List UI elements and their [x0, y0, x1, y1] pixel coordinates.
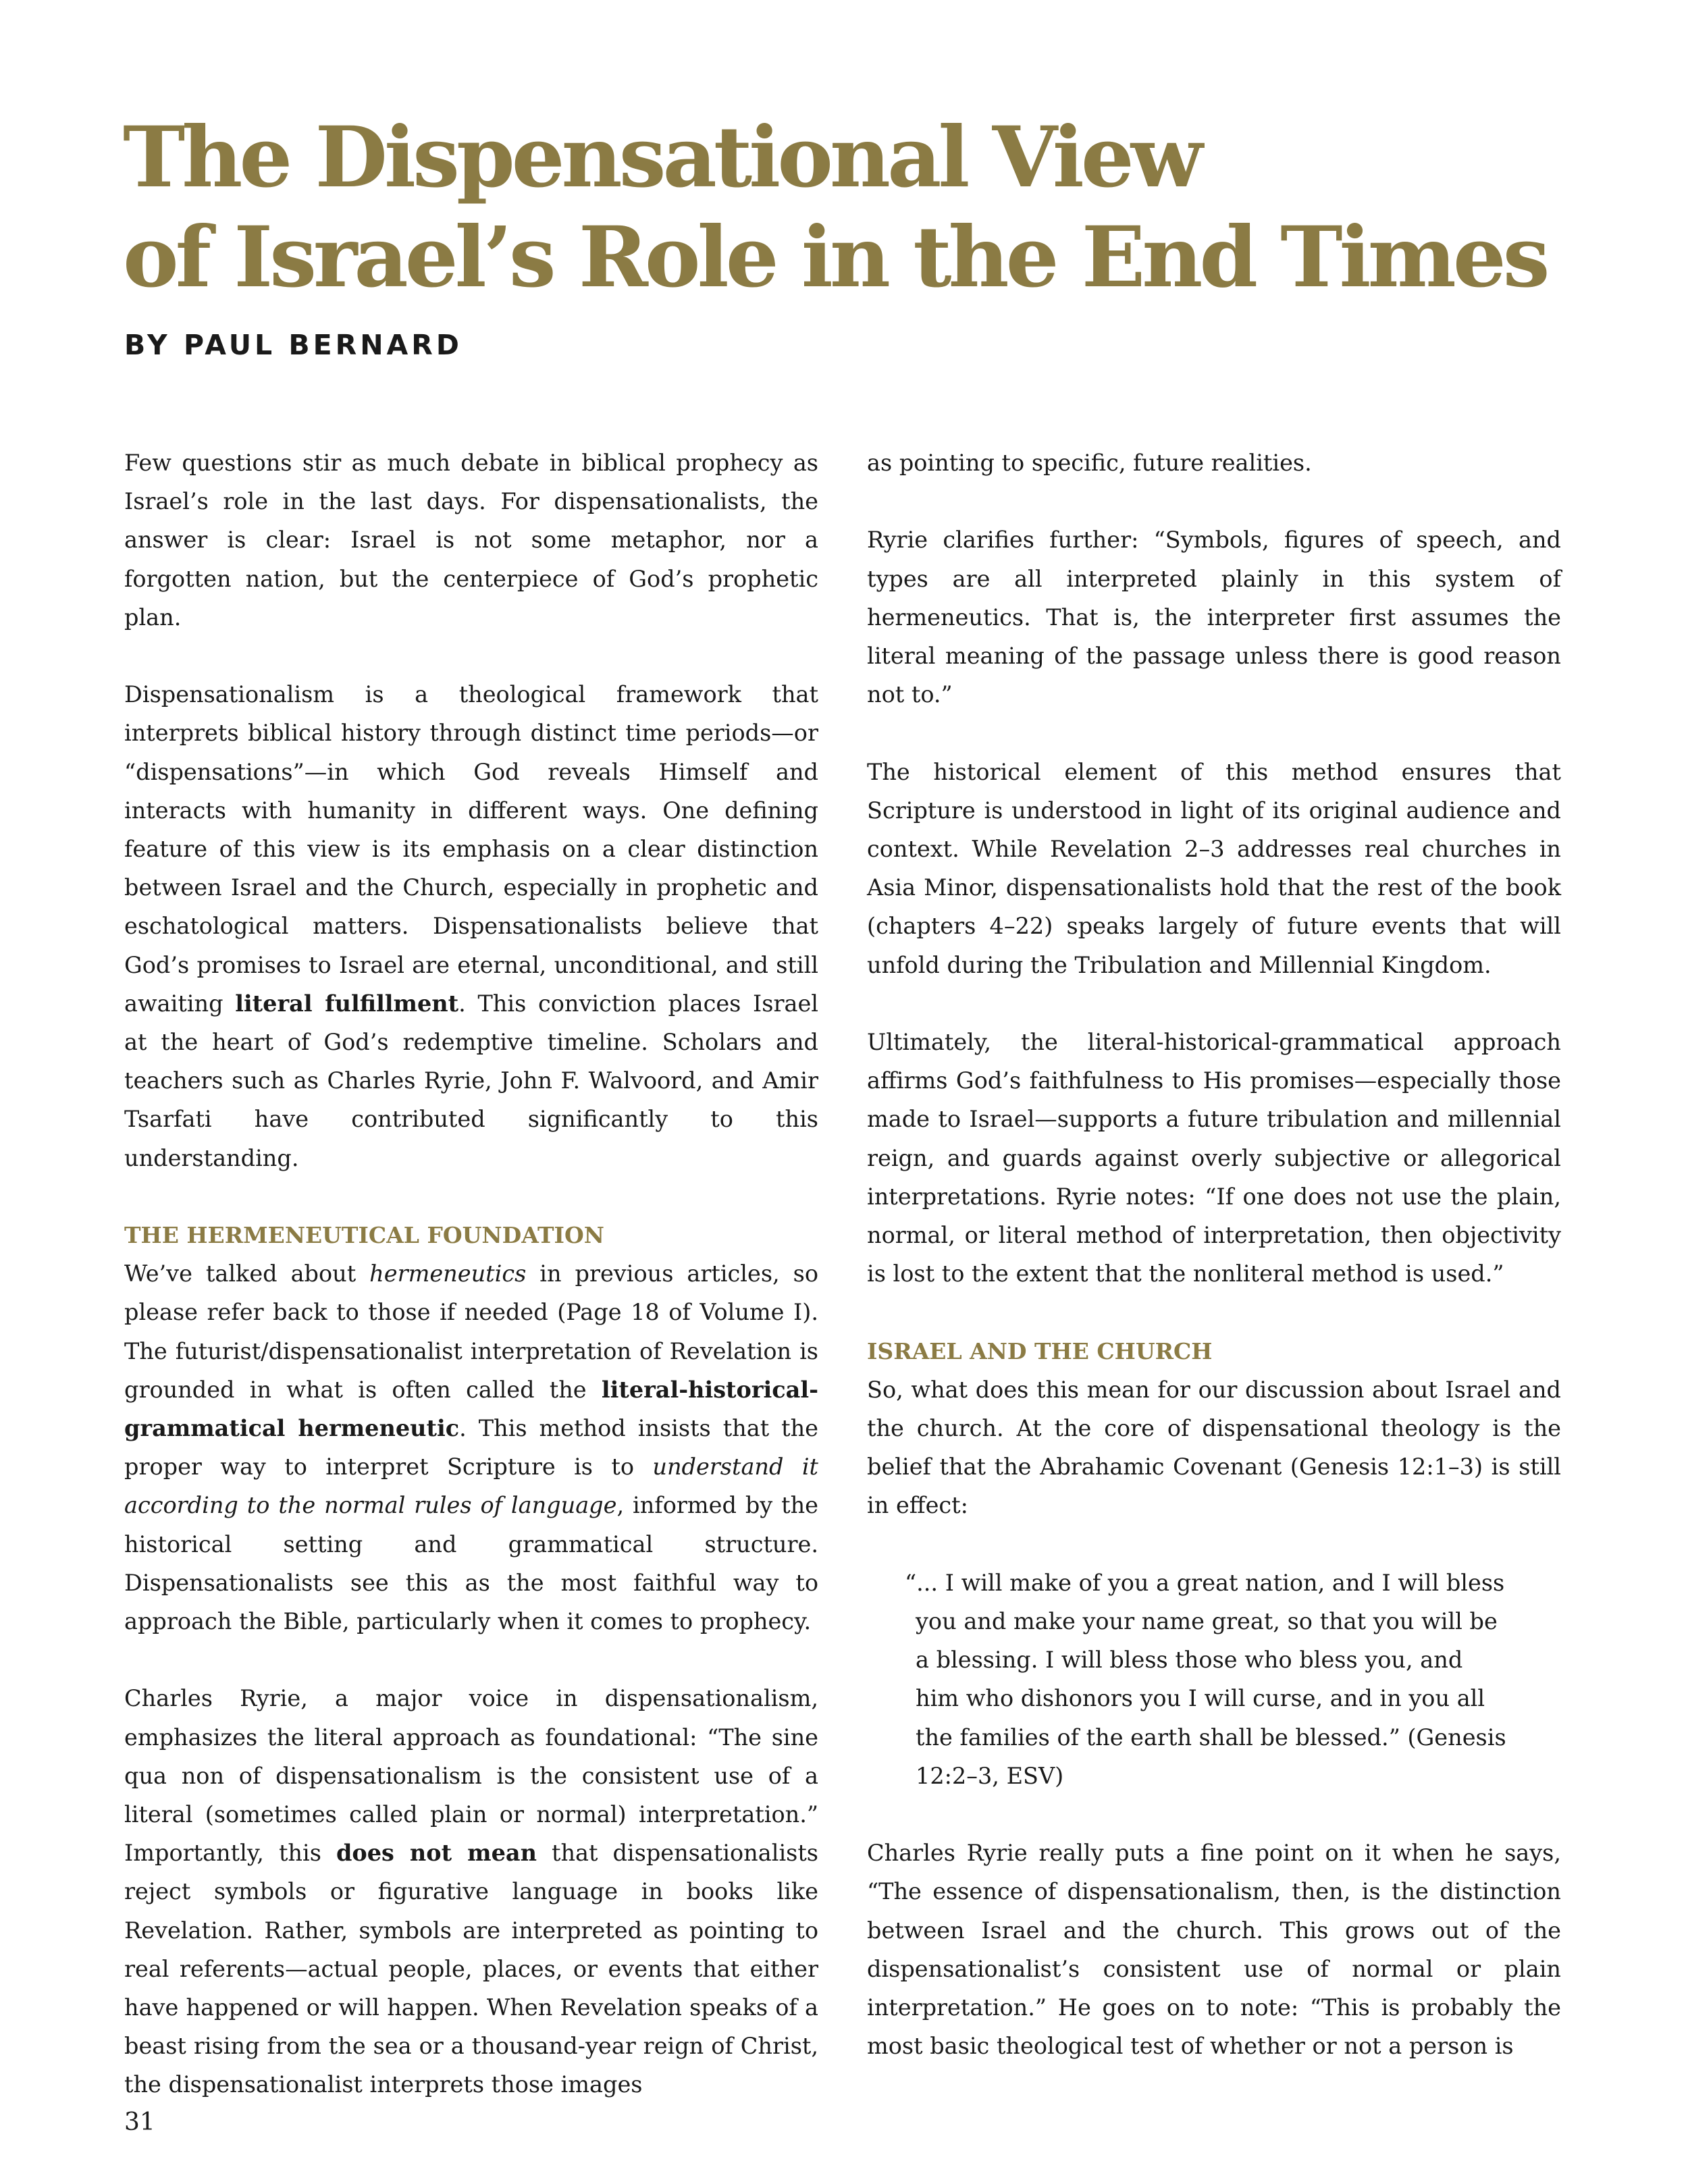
- scripture-quote: [867, 1564, 1561, 1795]
- byline: BY PAUL BERNARD: [124, 329, 463, 361]
- quote-line: the families of the earth shall be blessed.” (Genesis: [916, 1724, 1506, 1751]
- emphasis-bold: literal fulfillment: [235, 990, 459, 1017]
- paragraph: Charles Ryrie, a major voice in dispensationalism, emphasizes the literal approach as foundational: “The sine qua non of dispensationalism is the consistent use of a literal (sometimes called plain or normal) interpretation.” Importantly, this does not mean that dispensationalists reject symbols or figurative language in books like Revelation. Rather, symbols are interpreted as pointing to real referents—actual people, places, or events that either have happened or will happen. When Revelation speaks of a beast rising from the sea or a thousand-year reign of Christ, the dispensationalist interprets those images: [124, 1685, 818, 2098]
- paragraph: as pointing to specific, future realities.: [867, 450, 1312, 476]
- paragraph: Ultimately, the literal-historical-grammatical approach affirms God’s faithfulness to His promises—especially those made to Israel—supports a future tribulation and millennial reign, and guards against overly subjective or allegorical interpretations. Ryrie notes: “If one does not use the plain, normal, or literal method of interpretation, then objectivity is lost to the extent that the nonliteral method is used.”: [867, 1029, 1561, 1287]
- paragraph: Few questions stir as much debate in biblical prophecy as Israel’s role in the last days. For dispensationalists, the answer is clear: Israel is not some metaphor, nor a forgotten nation, but the centerpiece of God’s prophetic plan.: [124, 450, 818, 631]
- paragraph: So, what does this mean for our discussion about Israel and the church. At the core of dispensational theology is the belief that the Abrahamic Covenant (Genesis 12:1–3) is still in effect:: [867, 1376, 1561, 1519]
- quote-line: “... I will make of you a great nation, and I will bless: [905, 1569, 1505, 1596]
- emphasis-italic: hermeneutics: [369, 1260, 527, 1287]
- section-heading-hermeneutical-foundation: THE HERMENEUTICAL FOUNDATION: [124, 1222, 604, 1249]
- paragraph: Ryrie clarifies further: “Symbols, figures of speech, and types are all interpreted plainly in this system of hermeneutics. That is, the interpreter first assumes the literal meaning of the passage unless there is good reason not to.”: [867, 527, 1561, 708]
- article-title: [123, 108, 1608, 308]
- paragraph: The historical element of this method ensures that Scripture is understood in light of its original audience and context. While Revelation 2–3 addresses real churches in Asia Minor, dispensationalists hold that the rest of the book (chapters 4–22) speaks largely of future events that will unfold during the Tribulation and Millennial Kingdom.: [867, 758, 1561, 978]
- paragraph: Charles Ryrie really puts a fine point on it when he says, “The essence of dispensationalism, then, is the distinction between Israel and the church. This grows out of the dispensationalist’s consistent use of normal or plain interpretation.” He goes on to note: “This is probably the most basic theological test of whether or not a person is: [867, 1840, 1561, 2060]
- left-column: [124, 444, 818, 2104]
- paragraph: Dispensationalism is a theological framework that interprets biblical history through distinct time periods—or “dispensations”—in which God reveals Himself and interacts with humanity in different ways. One defining feature of this view is its emphasis on a clear distinction between Israel and the Church, especially in prophetic and eschatological matters. Dispensationalists believe that God’s promises to Israel are eternal, unconditional, and still awaiting literal fulfillment. This conviction places Israel at the heart of God’s redemptive timeline. Scholars and teachers such as Charles Ryrie, John F. Walvoord, and Amir Tsarfati have contributed significantly to this understanding.: [124, 681, 818, 1171]
- quote-line: him who dishonors you I will curse, and in you all: [916, 1685, 1485, 1712]
- paragraph: We’ve talked about hermeneutics in previous articles, so please refer back to those if needed (Page 18 of Volume I). The futurist/dispensationalist interpretation of Revelation is grounded in what is often called the literal-historical-grammatical hermeneutic. This method insists that the proper way to interpret Scripture is to understand it according to the normal rules of language, informed by the historical setting and grammatical structure. Dispensationalists see this as the most faithful way to approach the Bible, particularly when it comes to prophecy.: [124, 1260, 819, 1635]
- quote-line: 12:2–3, ESV): [916, 1762, 1064, 1789]
- quote-line: a blessing. I will bless those who bless you, and: [916, 1647, 1463, 1674]
- section-heading-israel-and-the-church: ISRAEL AND THE CHURCH: [867, 1337, 1213, 1364]
- title-line-1: The Dispensational View: [123, 109, 1200, 207]
- emphasis-bold: literal-historical-grammatical hermeneutic: [124, 1376, 818, 1442]
- emphasis-italic: understand it according to the normal rules of language: [124, 1454, 819, 1519]
- right-column: [867, 444, 1561, 2065]
- emphasis-bold: does not mean: [336, 1840, 537, 1867]
- page-number: 31: [124, 2108, 155, 2136]
- title-line-2: of Israel’s Role in the End Times: [123, 209, 1547, 307]
- quote-line: you and make your name great, so that you will be: [916, 1608, 1498, 1635]
